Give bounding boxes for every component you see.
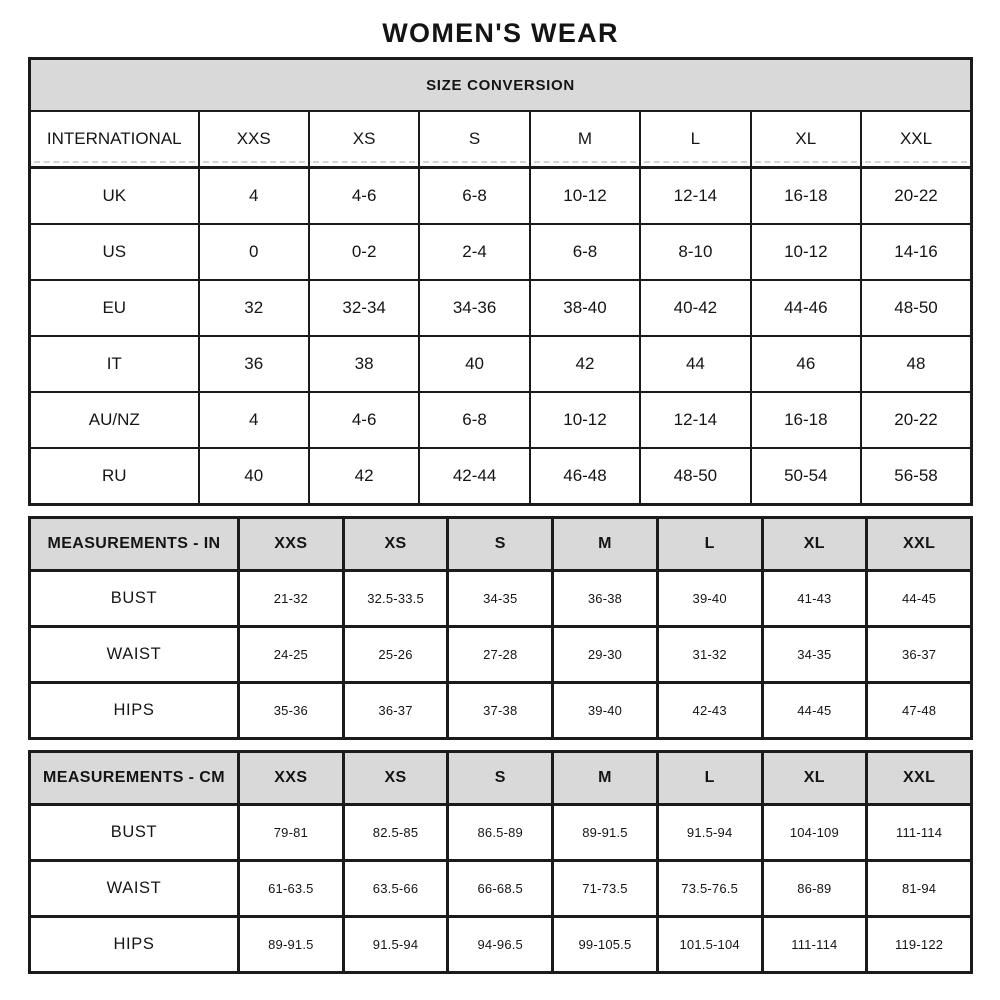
row-label: AU/NZ — [30, 392, 199, 448]
column-header-row — [30, 111, 972, 168]
column-header: XXL — [867, 518, 972, 571]
table-row — [30, 805, 972, 861]
table-cell: 6-8 — [530, 224, 640, 280]
table-cell: 40 — [419, 336, 529, 392]
table-cell: 36-38 — [553, 571, 658, 627]
row-label: WAIST — [30, 861, 239, 917]
row-axis-label: INTERNATIONAL — [30, 111, 199, 168]
row-label: HIPS — [30, 683, 239, 739]
table-cell: 6-8 — [419, 168, 529, 225]
column-header: L — [640, 111, 750, 168]
table-cell: 44-45 — [762, 683, 867, 739]
table-cell: 40-42 — [640, 280, 750, 336]
table-cell: 46-48 — [530, 448, 640, 505]
row-label: UK — [30, 168, 199, 225]
size-conversion-table — [28, 57, 973, 506]
table-cell: 16-18 — [751, 168, 861, 225]
table-title-row — [30, 59, 972, 112]
table-cell: 63.5-66 — [343, 861, 448, 917]
table-cell: 0-2 — [309, 224, 419, 280]
table-cell: 73.5-76.5 — [657, 861, 762, 917]
table-cell: 6-8 — [419, 392, 529, 448]
row-label: RU — [30, 448, 199, 505]
table-cell: 12-14 — [640, 392, 750, 448]
table-row — [30, 392, 972, 448]
column-header-row — [30, 752, 972, 805]
table-cell: 50-54 — [751, 448, 861, 505]
table-cell: 94-96.5 — [448, 917, 553, 973]
table-cell: 82.5-85 — [343, 805, 448, 861]
measurements-cm-table — [28, 750, 973, 974]
table-cell: 86-89 — [762, 861, 867, 917]
column-header: S — [419, 111, 529, 168]
table-row — [30, 280, 972, 336]
table-cell: 104-109 — [762, 805, 867, 861]
column-header: M — [530, 111, 640, 168]
table-cell: 16-18 — [751, 392, 861, 448]
table-row — [30, 627, 972, 683]
table-cell: 4-6 — [309, 392, 419, 448]
table-cell: 34-36 — [419, 280, 529, 336]
column-header: L — [657, 752, 762, 805]
column-header: XL — [762, 518, 867, 571]
column-header: XXS — [239, 518, 344, 571]
table-cell: 48 — [861, 336, 971, 392]
table-row — [30, 861, 972, 917]
table-cell: 111-114 — [867, 805, 972, 861]
column-header: XS — [343, 518, 448, 571]
table-row — [30, 168, 972, 225]
table-cell: 14-16 — [861, 224, 971, 280]
table-cell: 71-73.5 — [553, 861, 658, 917]
table-title: SIZE CONVERSION — [30, 59, 972, 112]
table-cell: 20-22 — [861, 392, 971, 448]
table-cell: 111-114 — [762, 917, 867, 973]
table-cell: 25-26 — [343, 627, 448, 683]
column-header-row — [30, 518, 972, 571]
table-cell: 0 — [199, 224, 309, 280]
table-cell: 81-94 — [867, 861, 972, 917]
table-row — [30, 571, 972, 627]
table-cell: 8-10 — [640, 224, 750, 280]
table-cell: 91.5-94 — [657, 805, 762, 861]
table-row — [30, 917, 972, 973]
table-cell: 24-25 — [239, 627, 344, 683]
table-cell: 36-37 — [343, 683, 448, 739]
table-cell: 12-14 — [640, 168, 750, 225]
table-cell: 42-43 — [657, 683, 762, 739]
row-axis-label: MEASUREMENTS - IN — [30, 518, 239, 571]
table-cell: 48-50 — [640, 448, 750, 505]
table-cell: 10-12 — [751, 224, 861, 280]
table-cell: 4-6 — [309, 168, 419, 225]
measurements-in-table — [28, 516, 973, 740]
table-row — [30, 448, 972, 505]
table-cell: 79-81 — [239, 805, 344, 861]
table-cell: 32.5-33.5 — [343, 571, 448, 627]
table-cell: 44 — [640, 336, 750, 392]
table-cell: 10-12 — [530, 168, 640, 225]
table-cell: 40 — [199, 448, 309, 505]
row-label: HIPS — [30, 917, 239, 973]
row-label: WAIST — [30, 627, 239, 683]
table-cell: 38 — [309, 336, 419, 392]
table-cell: 32 — [199, 280, 309, 336]
column-header: XS — [309, 111, 419, 168]
row-label: BUST — [30, 571, 239, 627]
column-header: L — [657, 518, 762, 571]
row-label: EU — [30, 280, 199, 336]
table-cell: 34-35 — [448, 571, 553, 627]
table-cell: 66-68.5 — [448, 861, 553, 917]
column-header: XXL — [861, 111, 971, 168]
table-cell: 48-50 — [861, 280, 971, 336]
table-cell: 20-22 — [861, 168, 971, 225]
table-cell: 31-32 — [657, 627, 762, 683]
table-cell: 27-28 — [448, 627, 553, 683]
table-cell: 41-43 — [762, 571, 867, 627]
column-header: XXS — [199, 111, 309, 168]
column-header: M — [553, 518, 658, 571]
table-cell: 42 — [309, 448, 419, 505]
table-cell: 61-63.5 — [239, 861, 344, 917]
column-header: XS — [343, 752, 448, 805]
table-row — [30, 336, 972, 392]
table-cell: 32-34 — [309, 280, 419, 336]
column-header: XL — [762, 752, 867, 805]
page-title: WOMEN'S WEAR — [382, 17, 619, 48]
table-cell: 36 — [199, 336, 309, 392]
table-cell: 46 — [751, 336, 861, 392]
column-header: XL — [751, 111, 861, 168]
column-header: XXL — [867, 752, 972, 805]
column-header: S — [448, 752, 553, 805]
table-cell: 91.5-94 — [343, 917, 448, 973]
table-cell: 39-40 — [657, 571, 762, 627]
table-cell: 10-12 — [530, 392, 640, 448]
table-cell: 47-48 — [867, 683, 972, 739]
table-cell: 86.5-89 — [448, 805, 553, 861]
table-cell: 35-36 — [239, 683, 344, 739]
table-cell: 119-122 — [867, 917, 972, 973]
table-cell: 21-32 — [239, 571, 344, 627]
table-cell: 44-46 — [751, 280, 861, 336]
table-cell: 42-44 — [419, 448, 529, 505]
table-cell: 44-45 — [867, 571, 972, 627]
table-cell: 4 — [199, 168, 309, 225]
row-label: IT — [30, 336, 199, 392]
table-cell: 37-38 — [448, 683, 553, 739]
table-cell: 2-4 — [419, 224, 529, 280]
table-cell: 29-30 — [553, 627, 658, 683]
row-axis-label: MEASUREMENTS - CM — [30, 752, 239, 805]
table-row — [30, 683, 972, 739]
table-cell: 89-91.5 — [239, 917, 344, 973]
column-header: S — [448, 518, 553, 571]
table-cell: 89-91.5 — [553, 805, 658, 861]
tables-container — [28, 57, 973, 974]
table-cell: 34-35 — [762, 627, 867, 683]
table-row — [30, 224, 972, 280]
table-cell: 101.5-104 — [657, 917, 762, 973]
table-cell: 56-58 — [861, 448, 971, 505]
row-label: US — [30, 224, 199, 280]
row-label: BUST — [30, 805, 239, 861]
column-header: XXS — [239, 752, 344, 805]
table-cell: 42 — [530, 336, 640, 392]
table-cell: 39-40 — [553, 683, 658, 739]
table-cell: 4 — [199, 392, 309, 448]
table-cell: 36-37 — [867, 627, 972, 683]
table-cell: 38-40 — [530, 280, 640, 336]
table-cell: 99-105.5 — [553, 917, 658, 973]
column-header: M — [553, 752, 658, 805]
